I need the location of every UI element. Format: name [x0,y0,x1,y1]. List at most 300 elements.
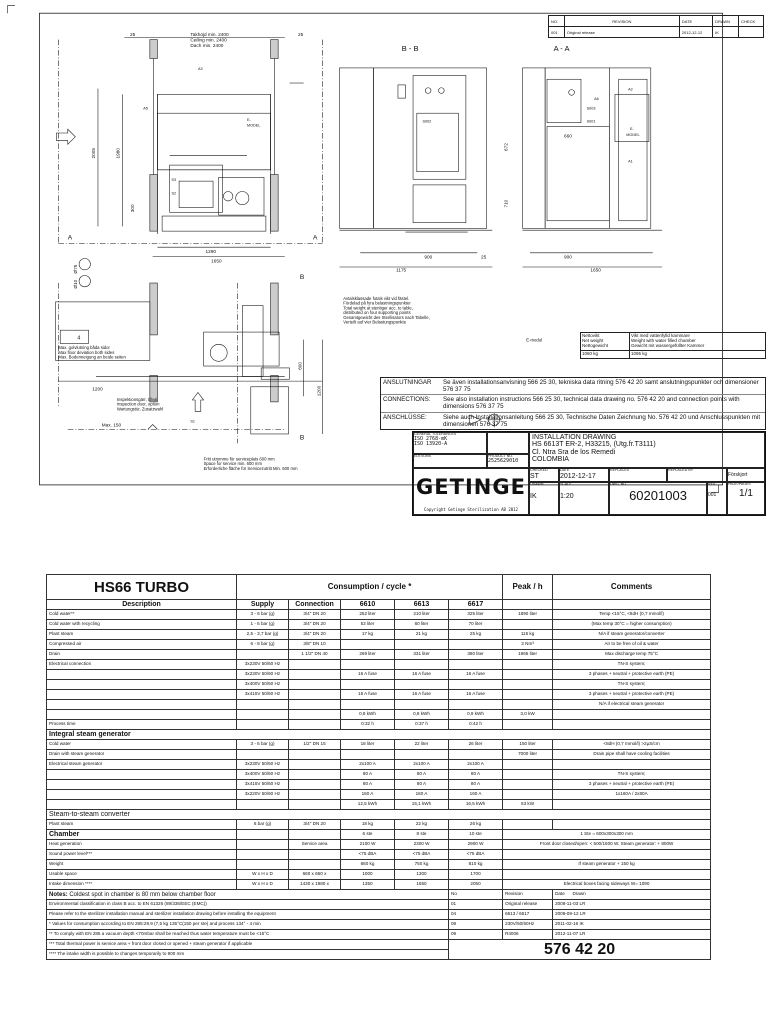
table-cell: Plant steam [47,630,237,640]
table-cell [237,720,289,730]
label-s2: S2 [171,191,177,196]
table-cell: 2,5 - 3,7 bar (g) [237,630,289,640]
notes-coldest-spot: Coldest spot in chamber is 80 mm below chamber floor [69,891,216,898]
table-cell: 1430 x 1980 x [289,880,341,890]
table-cell [395,750,449,760]
table-cell [289,680,341,690]
table-cell: W x H x D [237,880,289,890]
view-label-b-bottom: B [299,434,305,442]
label-model-right: MODEL [626,132,640,137]
ceiling-line-2: Ceiling min. 2400 [190,37,227,43]
label-e-right: E- [630,127,634,132]
table-cell: TN-S system; [553,680,711,690]
table-cell: 0:37 h [395,720,449,730]
floor-deviation-box: 4 [77,335,81,342]
table-cell: 16 A fuse [449,690,503,700]
table-row [47,770,711,780]
editions-label: EDITIONS [414,454,431,458]
rev-col-no: No [449,890,503,900]
checked-value: ST [530,472,539,480]
dim-1175: 1175 [396,267,407,273]
table-cell [395,680,449,690]
table-cell: Max discharge temp 75°C [553,650,711,660]
ceiling-line-3: Dach min. 2400 [190,43,224,49]
table-cell [289,710,341,720]
rev-date: 2012-12-12 [679,27,712,38]
table-cell: 0,8 kWh [341,710,395,720]
table-cell: 331 liter [395,650,449,660]
table-row [47,780,711,790]
table-cell [503,850,711,860]
table-cell [237,840,289,850]
table-cell: 22 kg [395,820,449,830]
table-cell [237,700,289,710]
dim-25-right: 25 [297,31,304,37]
model-6617-header: 6617 [449,600,503,610]
table-cell: 80 A [341,770,395,780]
connections-text-sv: Se även installationsanvisning 566 25 30, tekniska data ritning 576 42 20 samt anslutningspunkter och dimensioner 576 37 75 [443,379,759,394]
table-cell [503,690,553,700]
getinge-logo: GETINGE [416,475,526,499]
table-cell: 1965 liter [503,650,553,660]
table-cell: 60 liter [395,620,449,630]
table-cell: Heat generation [47,840,237,850]
table-cell [47,680,237,690]
weight-filled-value: 1095 kg [631,350,648,356]
table-cell: 16,5 kWh [449,800,503,810]
table-cell: 3x230V 50/60 Hz [237,760,289,770]
table-cell [289,660,341,670]
table-cell: 269 liter [341,650,395,660]
revision-cell: 2009-09-12 LR [553,910,711,920]
table-cell: Drain with steam generator [47,750,237,760]
support-note-2: Fördelad på fyra belastningspunkter [343,300,411,306]
dim-900-mid: 900 [424,254,433,260]
connections-label-de: ANSCHLÜSSE: [383,413,427,421]
table-cell: 18 kg [341,820,395,830]
rev-col-drawn: Drawn [572,891,586,897]
document-number: 576 42 20 [449,940,711,960]
table-cell: 6 bar (g) [237,820,289,830]
table-cell [237,750,289,760]
date-value: 2012-12-17 [560,472,596,480]
table-cell: 3x230V 50/60 Hz [237,660,289,670]
copyright-text: Copyright Getinge Sterilization AB 2012 [424,507,518,512]
table-cell: Weight [47,860,237,870]
notes-row [47,930,711,940]
label-a6: A6 [594,97,599,102]
dim-1290: 1290 [205,248,216,254]
revision-cell: Original release [503,900,553,910]
table-cell [237,650,289,660]
table-cell: 3/4" DN 20 [289,620,341,630]
table-cell [449,680,503,690]
table-cell: 16 A fuse [449,670,503,680]
table-cell: Process time [47,720,237,730]
table-cell [289,690,341,700]
table-cell: 70 liter [449,620,503,630]
table-row [47,850,711,860]
table-row [47,870,711,880]
rev-header-check: CHECK [739,16,764,27]
description-header: Description [47,600,237,610]
inspection-note-3: Wartungstür, Zusatzwahl [116,406,164,412]
tolerance-label: GENERAL TOLERANCES [414,432,457,436]
drawn-value: IK [530,492,537,500]
table-row [47,750,711,760]
table-cell: Front door closed/open: < 500/1600 W. Steam generator: + 800W [503,840,711,850]
table-cell: Cold water** [47,610,237,620]
drawing-title-1: INSTALLATION DRAWING [532,434,617,441]
section-integral-steam: Integral steam generator [47,730,711,740]
table-cell: <75 dBA [341,850,395,860]
table-cell [289,800,341,810]
table-cell: 3 phases + neutral + protective earth (PE) [553,780,711,790]
table-cell [503,670,553,680]
table-cell [449,660,503,670]
table-cell [289,790,341,800]
table-row [47,800,711,810]
dim-1980: 1980 [115,148,121,159]
table-cell: 2300 W [395,840,449,850]
table-cell [503,720,553,730]
tolerance-1: ISO 2768-mK [414,435,448,442]
weight-filled-label: Vikt med vattenfylld kammare Weight with water filled chamber Gewicht mit wassergefüllter Kammer [631,333,705,348]
table-row [47,650,711,660]
table-cell: 2x100 A [395,760,449,770]
label-s003: S003 [586,106,596,111]
revision-cell: 2011-02-16 IK [553,920,711,930]
connection-header: Connection [289,600,341,610]
table-cell: Intake dimension **** [47,880,237,890]
table-cell: 3,0 kW [503,710,553,720]
table-cell [47,690,237,700]
table-cell: If steam generator + 150 kg [503,860,711,870]
table-cell: Cold water [47,740,237,750]
table-cell: 26 kg [449,820,503,830]
revision-cell: 08 [449,920,503,930]
table-cell: 3x220V 50/60 Hz [237,790,289,800]
table-cell: 115 kg [503,630,553,640]
label-model-left: MODEL [247,123,261,128]
table-cell: (Max temp 30°C = higher consumption) [553,620,711,630]
label-a5: A5 [143,106,148,111]
view-label-aa: A - A [553,43,570,53]
table-cell [237,710,289,720]
table-cell: 22 liter [395,740,449,750]
label-e-left: E- [247,117,251,122]
table-cell [341,660,395,670]
table-cell: Electrical connection [47,660,237,670]
table-cell: 3 phases + neutral + protective earth (PE) [553,690,711,700]
connections-label-sv: ANSLUTNINGAR [383,379,432,386]
product-number: 2525629010 [488,457,519,464]
table-row [47,860,711,870]
table-cell: 3 - 6 bar (g) [237,610,289,620]
table-cell [449,750,503,760]
table-row [47,680,711,690]
table-cell [47,770,237,780]
table-cell: 0,9 kWh [449,710,503,720]
table-cell [395,640,449,650]
table-cell [237,860,289,870]
table-cell [47,710,237,720]
table-cell [553,710,711,720]
table-cell: 80 A [449,770,503,780]
table-cell: Drain pipe shall have cooling facilities [553,750,711,760]
scale-label: SCALE [560,482,572,486]
table-row [47,690,711,700]
rev-col-revision: Revision [503,890,553,900]
table-cell: 15,1 kWh [395,800,449,810]
table-cell: 16 A fuse [395,690,449,700]
table-cell: N/A if steam generator/converter [553,630,711,640]
technical-data-table [46,574,711,960]
table-cell [341,750,395,760]
table-cell: Service area [289,840,341,850]
table-cell: 252 liter [341,610,395,620]
revision-cell: 09 [449,930,503,940]
weight-net-value: 1060 kg [581,351,630,358]
table-cell [237,800,289,810]
chamber-6610: 6 ste [341,830,395,840]
table-row [47,670,711,680]
section-steam-converter: Steam-to-steam converter [47,810,711,820]
table-cell [289,860,341,870]
table-cell [47,700,237,710]
table-cell: 3 phases + neutral + protective earth (PE) [553,670,711,680]
dim-660: 660 [564,133,572,139]
table-cell: 3x400V 50/60 Hz [237,680,289,690]
supply-header: Supply [237,600,289,610]
revision-cell: 2008-11-03 LR [553,900,711,910]
table-cell: 210 liter [395,610,449,620]
revision-cell: 230V/50/60Hz [503,920,553,930]
table-cell: 1650 [395,880,449,890]
notes-heading [47,890,449,900]
table-cell: 1/2" DN 15 [289,740,341,750]
table-cell: 53 kW [503,800,553,810]
table-cell: 150 liter [503,740,553,750]
title-block [412,431,766,516]
table-cell: 80 A [395,770,449,780]
table-cell: Plant steam [47,820,237,830]
model-6613-header: 6613 [395,600,449,610]
view-label-b-top: B [299,274,305,282]
notes-title: Notes: [49,891,68,898]
table-cell: 3 - 6 bar (g) [237,740,289,750]
table-cell [553,800,711,810]
dwg-no-value: 60201003 [629,487,687,503]
drawing-title-2: HS 6613T ER-2, H33215, (Utg.fr.T3111) [532,441,656,449]
dim-25-left: 25 [130,31,136,37]
note-text: *** Total thermal power is service area + front door closed or opened + steam generator if applicable [47,940,449,950]
table-cell [503,790,553,800]
table-cell: 3x230V 50/60 Hz [237,670,289,680]
table-cell: 1000 [341,870,395,880]
rev-header-date: DATE [679,16,712,27]
note-text: ** To comply with EN 285 a vacuum depth <70mbar shall be reached thus water temperature must be <15°C [47,930,449,940]
dim-1200-side: 1200 [316,385,322,397]
support-note-1: Avtalsklassade fotals vikt vid fästel. [343,296,410,302]
table-cell [503,770,553,780]
table-cell: 3/4" DN 20 [289,610,341,620]
table-cell: <75 dBA [449,850,503,860]
notes-row [47,940,711,950]
table-row [47,880,711,890]
support-note-6: Verteilt auf vier Belastungspunkte [343,319,407,325]
support-note-4: distributed on four supporting points [343,310,411,316]
dim-1200-bottom: 1200 [92,386,103,392]
drawing-title-4: COLOMBIA [532,456,569,464]
table-cell [289,850,341,860]
note-text: * Values for consumption according to EN 285:29.9 (7,5 kg 135°C(150 per ste) and process 134° - 4 min [47,920,449,930]
service-note-1: Fritt utrymme för serviceplats 600 mm [203,456,275,462]
label-a1: A1 [628,159,633,164]
dim-2005: 2005 [91,148,97,159]
rev-check [739,27,764,38]
dim-600: 600 [297,361,303,370]
table-cell [503,820,553,830]
table-cell: 17 kg [341,630,395,640]
table-cell [341,680,395,690]
table-cell: 3/4" DN 20 [289,630,341,640]
replaced-by-label: REPLACED BY [668,468,694,472]
chamber-6613: 8 ste [395,830,449,840]
rev-header-revision: REVISION [564,16,679,27]
label-s002: S002 [422,119,432,124]
table-cell [47,780,237,790]
table-row [47,720,711,730]
tolerance-2: ISO 13920-A [414,441,448,448]
table-row [47,790,711,800]
table-cell [289,770,341,780]
table-cell: 160 A [395,790,449,800]
table-cell [503,760,553,770]
table-row [47,620,711,630]
dim-900-right: 900 [564,254,572,260]
label-s001: S001 [586,119,596,124]
table-cell: 1350 [341,880,395,890]
revision-cell: R4006 [503,930,553,940]
floor-note-3: Max. Bodenneigung an beide seiten [58,354,126,360]
table-cell: Usable space [47,870,237,880]
label-a2: A2 [628,87,633,92]
dim-1650: 1650 [211,258,222,264]
peak-header: Peak / h [503,575,553,600]
inspection-note-1: Inspektionsgärr, tillval [116,396,158,402]
table-cell: Sound power level*** [47,850,237,860]
label-a3: A3 [197,66,203,71]
comments-header: Comments [553,575,711,600]
table-row [47,710,711,720]
table-cell: 3/4" DN 20 [289,820,341,830]
weight-table [580,332,766,359]
table-cell: 12,5 kWh [341,800,395,810]
table-cell [47,670,237,680]
spec-title: HS66 TURBO [47,575,237,600]
table-row [47,610,711,620]
view-label-a-left: A [67,234,73,242]
rev-header-drawn: DRAWN [713,16,739,27]
table-cell: 7000 liter [503,750,553,760]
table-cell: N/A if electrical steam generator [553,700,711,710]
table-cell: 750 kg [395,860,449,870]
table-cell [503,680,553,690]
notes-row [47,920,711,930]
table-cell: 25 kg [449,630,503,640]
table-cell: 26 liter [449,740,503,750]
table-cell [553,760,711,770]
table-cell: 18 liter [341,740,395,750]
rev-description: Original release [564,27,679,38]
table-cell [503,660,553,670]
table-cell: Compressed air [47,640,237,650]
drawn-label: DRAWN [530,482,544,486]
table-cell [237,850,289,860]
dim-672: 672 [503,143,509,151]
table-cell [47,790,237,800]
replaces-label: REPLACES [610,468,630,472]
view-label-bb: B - B [401,43,419,53]
table-cell: 16 A fuse [341,670,395,680]
table-cell [503,620,553,630]
table-row [47,630,711,640]
date-label: DATE [560,468,570,472]
revision-cell: 04 [449,910,503,920]
table-cell: 80 A [341,780,395,790]
checked-label: CHECKED [530,468,548,472]
rev-col-date-drawn [553,890,711,900]
table-cell [395,700,449,710]
table-cell [289,780,341,790]
table-cell: <8dH (0,7 mmol/l) >2µS/cm [553,740,711,750]
table-cell: 660 x 660 x [289,870,341,880]
table-cell: 0:32 h [341,720,395,730]
view-label-a-right: A [313,234,318,242]
table-cell [503,870,711,880]
dim-300: 300 [129,204,135,213]
table-row [47,740,711,750]
table-cell [289,670,341,680]
table-cell: 160 A [449,790,503,800]
table-row [47,640,711,650]
page-label: PAGE/PAGES [728,482,751,486]
table-cell: 80 A [449,780,503,790]
revision-cell: 6613 / 6617 [503,910,553,920]
table-cell: 6 - 8 bar (g) [237,640,289,650]
table-cell [289,750,341,760]
table-cell: 2050 [449,880,503,890]
service-note-2: Space for service min. 600 mm [203,461,262,467]
table-cell [289,700,341,710]
table-cell: 80 A [395,780,449,790]
table-cell: Electrical steam generator [47,760,237,770]
notes-row [47,910,711,920]
product-label: PRODUCT NO. [488,454,514,458]
table-cell [47,800,237,810]
sheet-state: Förskjort [728,472,748,478]
table-row [47,760,711,770]
support-note-5: Gesamtgewicht des Sterilisators nach Tabelle, [343,314,430,320]
table-row [47,700,711,710]
table-cell: 3 Nm³ [503,640,553,650]
table-cell [449,700,503,710]
table-cell [341,640,395,650]
support-note-3: Total weight at stentiger acc. to table, [343,305,413,311]
table-cell: 21 kg [395,630,449,640]
rev-col-date: Date [555,891,565,897]
